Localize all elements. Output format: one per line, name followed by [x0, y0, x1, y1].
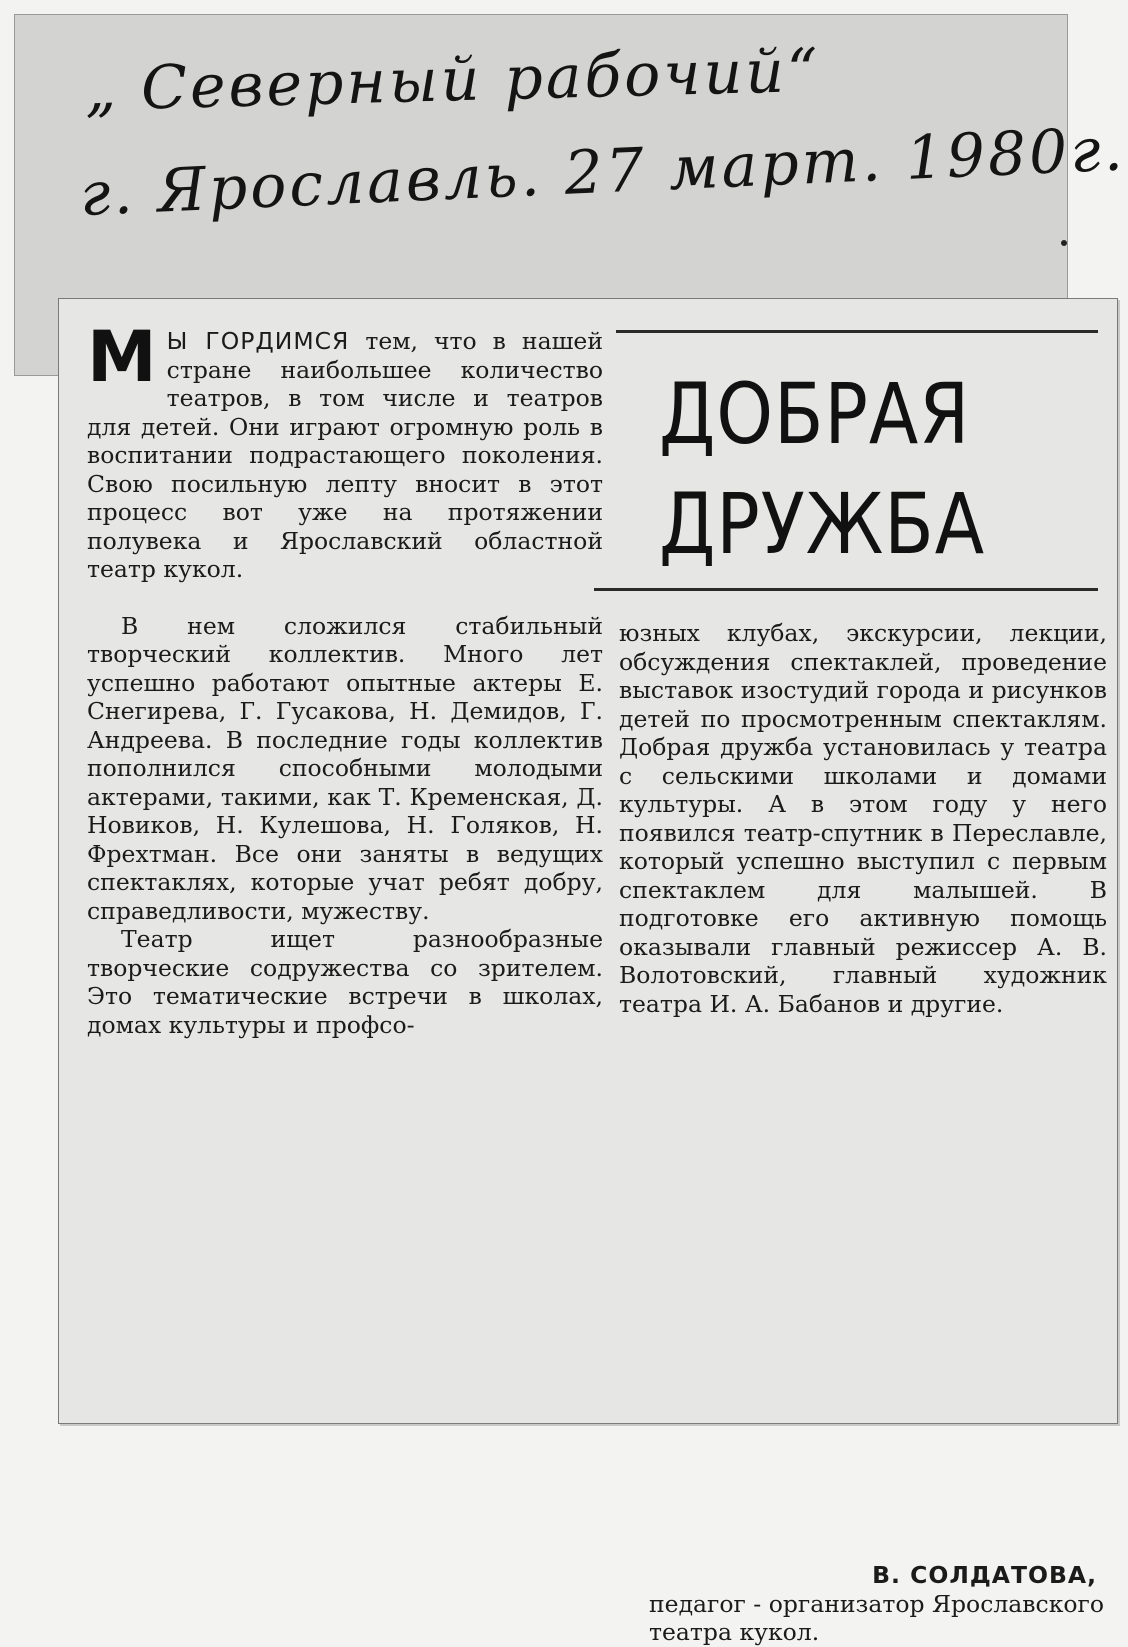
headline-line-1: ДОБРАЯ: [659, 365, 971, 463]
lead-in: Ы ГОРДИМСЯ: [166, 327, 350, 355]
paragraph-1-text: тем, что в нашей стране наибольшее количество театров, в том числе и театров для детей. Они играют огромную роль в воспитании подрастающего поколения. Свою посильную лепту вносит в этот процесс вот уже на протяжении полувека и Ярославский областной театр кукол.: [87, 327, 603, 583]
article-headline: [659, 359, 1020, 579]
newspaper-clipping: [58, 298, 1118, 1646]
headline-rule-bottom: [594, 588, 1098, 591]
author-name: В. СОЛДАТОВА,: [872, 1561, 1097, 1589]
place-date-handwritten: г. Ярославль. 27 март. 1980г.: [78, 114, 1127, 230]
author-role: педагог - организатор Ярославского театра кукол.: [649, 1589, 1104, 1646]
article-paragraph-3-continued: юзных клубах, экскурсии, лекции, обсуждения спектаклей, проведение выставок изостудий города и рисунков детей по просмотренным спектаклям. Добрая дружба установилась у театра с сельскими школами и домами культуры. А в этом году у него появился театр-спутник в Переславле, который успешно выступил с первым спектаклем для малышей. В подготовке его активную помощь оказывали главный режиссер А. В. Волотовский, главный художник театра И. А. Бабанов и другие.: [619, 619, 1107, 1018]
author-signature: [649, 1561, 1107, 1647]
headline-line-2: ДРУЖБА: [659, 475, 985, 573]
article-paragraph-3-start: Театр ищет разнообразные творческие содружества со зрителем. Это тематические встречи в школах, домах культуры и профсо-: [87, 925, 603, 1039]
article-paragraph-1: [87, 316, 603, 584]
newspaper-name-handwritten: „ Северный рабочий“: [84, 35, 822, 125]
article-column-right: [619, 619, 1107, 1018]
ink-dot: [1061, 240, 1067, 246]
headline-rule-top: [616, 330, 1098, 333]
drop-cap: М: [87, 316, 157, 398]
article-column-left: [87, 316, 603, 1039]
article-paragraph-2: В нем сложился стабильный творческий коллектив. Много лет успешно работают опытные актеры Е. Снегирева, Г. Гусакова, Н. Демидов, Г. Андреева. В последние годы коллектив пополнился способными молодыми актерами, такими, как Т. Кременская, Д. Новиков, Н. Кулешова, Н. Голяков, Н. Фрехтман. Все они заняты в ведущих спектаклях, которые учат ребят добру, справедливости, мужеству.: [87, 611, 603, 925]
